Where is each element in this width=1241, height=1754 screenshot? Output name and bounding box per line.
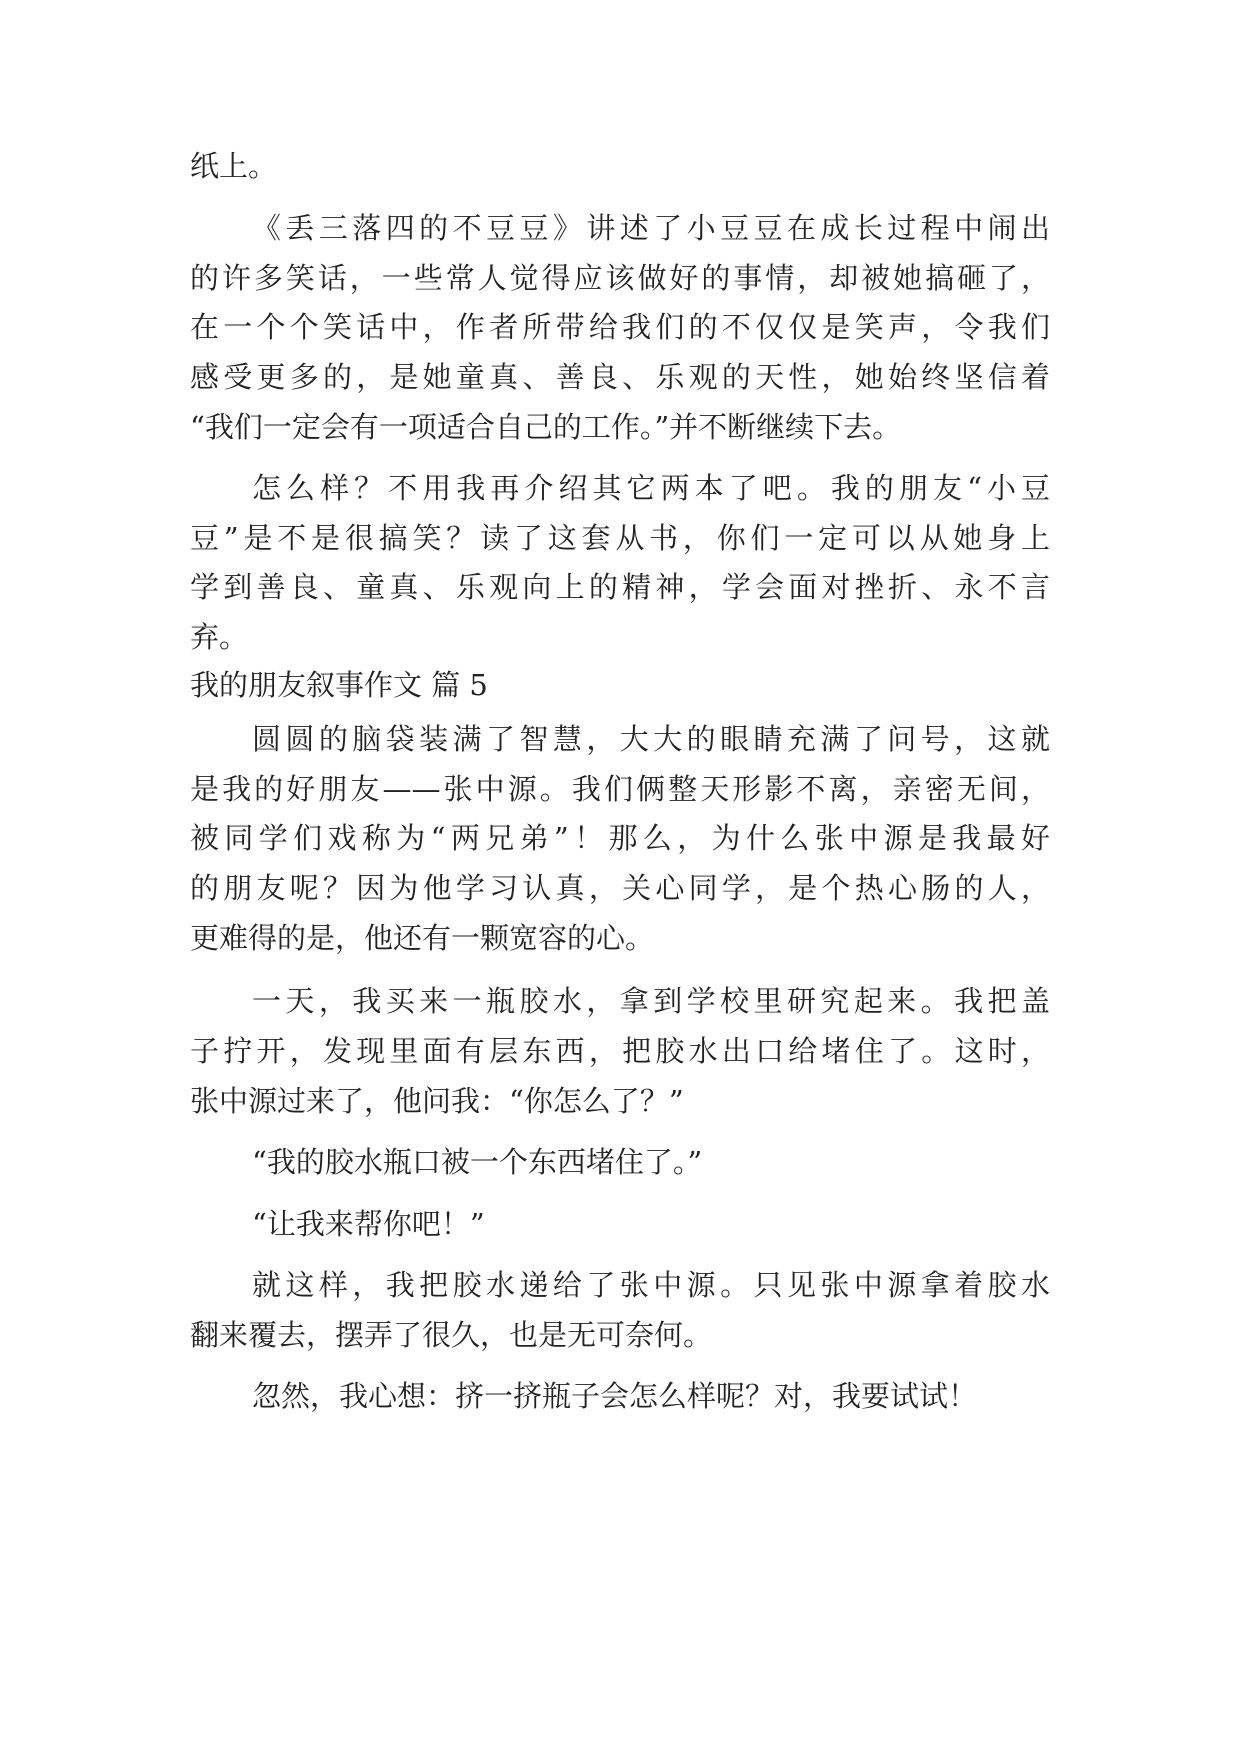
paragraph-line: 被同学们戏称为“两兄弟”！那么，为什么张中源是我最好 (190, 821, 1050, 855)
paragraph-line: 感受更多的，是她童真、善良、乐观的天性，她始终坚信着 (190, 360, 1050, 394)
paragraph-line: 忽然，我心想：挤一挤瓶子会怎么样呢？对，我要试试！ (252, 1379, 978, 1413)
paragraph-line: 圆圆的脑袋装满了智慧，大大的眼睛充满了问号，这就 (252, 722, 1050, 756)
paragraph-line: 豆”是不是很搞笑？读了这套从书，你们一定可以从她身上 (190, 521, 1050, 555)
paragraph-line: 张中源过来了，他问我：“你怎么了？” (190, 1084, 684, 1118)
paragraph-line: 学到善良、童真、乐观向上的精神，学会面对挫折、永不言 (190, 570, 1050, 604)
paragraph-line: 就这样，我把胶水递给了张中源。只见张中源拿着胶水 (252, 1268, 1050, 1302)
paragraph-line: 更难得的是，他还有一颗宽容的心。 (190, 921, 655, 955)
paragraph-line: 一天，我买来一瓶胶水，拿到学校里研究起来。我把盖 (252, 984, 1050, 1018)
paragraph-line: 是我的好朋友——张中源。我们俩整天形影不离，亲密无间， (190, 772, 1050, 806)
section-heading: 我的朋友叙事作文 篇 5 (190, 668, 488, 702)
dialogue-line: “我的胶水瓶口被一个东西堵住了。” (252, 1145, 703, 1179)
paragraph-line: “我们一定会有一项适合自己的工作。”并不断继续下去。 (190, 410, 902, 444)
paragraph-line: 怎么样？不用我再介绍其它两本了吧。我的朋友“小豆 (252, 471, 1050, 505)
paragraph-line: 弃。 (190, 620, 249, 654)
paragraph-line: 子拧开，发现里面有层东西，把胶水出口给堵住了。这时， (190, 1034, 1050, 1068)
paragraph-line: 翻来覆去，摆弄了很久，也是无可奈何。 (190, 1318, 713, 1352)
paragraph-line: 在一个个笑话中，作者所带给我们的不仅仅是笑声，令我们 (190, 310, 1050, 344)
paragraph-line: 的许多笑话，一些常人觉得应该做好的事情，却被她搞砸了， (190, 261, 1050, 295)
paragraph-line: 纸上。 (190, 149, 278, 183)
paragraph-line: 《丢三落四的不豆豆》讲述了小豆豆在成长过程中闹出 (252, 211, 1050, 245)
dialogue-line: “让我来帮你吧！” (252, 1207, 485, 1241)
paragraph-line: 的朋友呢？因为他学习认真，关心同学，是个热心肠的人， (190, 871, 1050, 905)
